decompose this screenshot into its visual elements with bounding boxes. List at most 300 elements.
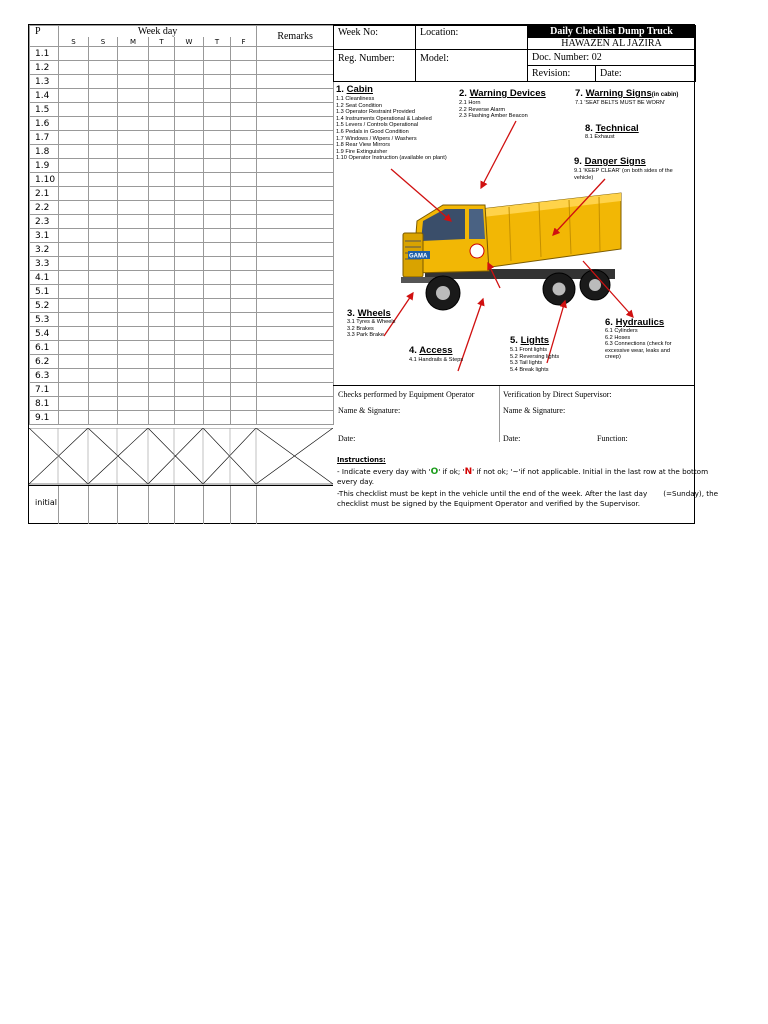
day-check-cell[interactable] bbox=[149, 187, 175, 201]
day-check-cell[interactable] bbox=[89, 131, 118, 145]
remarks-cell[interactable] bbox=[257, 271, 334, 285]
day-check-cell[interactable] bbox=[175, 257, 204, 271]
day-check-cell[interactable] bbox=[59, 201, 89, 215]
day-header: W bbox=[175, 37, 204, 47]
day-check-cell[interactable] bbox=[118, 61, 149, 75]
day-check-cell[interactable] bbox=[89, 61, 118, 75]
day-check-cell[interactable] bbox=[89, 285, 118, 299]
day-check-cell[interactable] bbox=[231, 89, 257, 103]
day-header: S bbox=[59, 37, 89, 47]
item-number: 4.1 bbox=[30, 271, 59, 285]
check-item: 3.2 Brakes bbox=[347, 325, 374, 332]
day-check-cell[interactable] bbox=[175, 173, 204, 187]
day-check-cell[interactable] bbox=[231, 285, 257, 299]
day-check-cell[interactable] bbox=[118, 243, 149, 257]
day-check-cell[interactable] bbox=[59, 215, 89, 229]
remarks-cell[interactable] bbox=[257, 159, 334, 173]
remarks-cell[interactable] bbox=[257, 75, 334, 89]
check-item: 3.3 Park Brake bbox=[347, 332, 384, 339]
remarks-cell[interactable] bbox=[257, 131, 334, 145]
day-check-cell[interactable] bbox=[175, 229, 204, 243]
check-item: vehicle) bbox=[574, 174, 594, 181]
remarks-cell[interactable] bbox=[257, 187, 334, 201]
checklist-row bbox=[30, 299, 334, 313]
day-check-cell[interactable] bbox=[149, 271, 175, 285]
day-check-cell[interactable] bbox=[204, 187, 231, 201]
section-hydraulics: 6. Hydraulics 6.1 Cylinders 6.2 Hoses 6.3 Connections (check for excessive wear, leaks and creep) bbox=[605, 317, 672, 361]
instructions-line-1: - Indicate every day with 'O' if ok; 'N' if not ok; '~'if not applicable. Initial in the last row at the bottom bbox=[337, 467, 709, 477]
hydraulics-title: Hydraulics bbox=[615, 317, 665, 328]
remarks-cell[interactable] bbox=[257, 243, 334, 257]
day-check-cell[interactable] bbox=[175, 187, 204, 201]
day-check-cell[interactable] bbox=[89, 341, 118, 355]
item-number: 2.1 bbox=[30, 187, 59, 201]
day-check-cell[interactable] bbox=[149, 355, 175, 369]
day-check-cell[interactable] bbox=[175, 271, 204, 285]
crossed-area bbox=[29, 428, 333, 485]
day-check-cell[interactable] bbox=[231, 397, 257, 411]
check-item: excessive wear, leaks and bbox=[605, 347, 670, 354]
item-number: 1.10 bbox=[30, 173, 59, 187]
day-check-cell[interactable] bbox=[204, 257, 231, 271]
day-check-cell[interactable] bbox=[231, 47, 257, 61]
day-check-cell[interactable] bbox=[231, 159, 257, 173]
day-check-cell[interactable] bbox=[204, 271, 231, 285]
day-check-cell[interactable] bbox=[204, 75, 231, 89]
initial-cell-divider bbox=[230, 486, 231, 524]
day-check-cell[interactable] bbox=[89, 299, 118, 313]
item-number: 1.1 bbox=[30, 47, 59, 61]
day-check-cell[interactable] bbox=[59, 89, 89, 103]
day-check-cell[interactable] bbox=[118, 47, 149, 61]
day-check-cell[interactable] bbox=[89, 117, 118, 131]
day-check-cell[interactable] bbox=[89, 229, 118, 243]
remarks-cell[interactable] bbox=[257, 201, 334, 215]
checklist-row bbox=[30, 117, 334, 131]
remarks-cell[interactable] bbox=[257, 383, 334, 397]
day-check-cell[interactable] bbox=[175, 103, 204, 117]
day-check-cell[interactable] bbox=[204, 61, 231, 75]
day-check-cell[interactable] bbox=[118, 187, 149, 201]
item-number: 2.2 bbox=[30, 201, 59, 215]
day-check-cell[interactable] bbox=[204, 243, 231, 257]
supervisor-function[interactable]: Function: bbox=[597, 434, 628, 443]
day-check-cell[interactable] bbox=[59, 117, 89, 131]
day-check-cell[interactable] bbox=[231, 341, 257, 355]
day-check-cell[interactable] bbox=[231, 173, 257, 187]
day-check-cell[interactable] bbox=[118, 103, 149, 117]
remarks-cell[interactable] bbox=[257, 103, 334, 117]
item-number: 6.1 bbox=[30, 341, 59, 355]
day-check-cell[interactable] bbox=[149, 257, 175, 271]
day-check-cell[interactable] bbox=[204, 159, 231, 173]
date-field[interactable]: Date: bbox=[596, 66, 696, 82]
day-check-cell[interactable] bbox=[89, 313, 118, 327]
day-check-cell[interactable] bbox=[149, 75, 175, 89]
day-check-cell[interactable] bbox=[149, 243, 175, 257]
day-check-cell[interactable] bbox=[175, 201, 204, 215]
day-check-cell[interactable] bbox=[59, 355, 89, 369]
day-check-cell[interactable] bbox=[149, 159, 175, 173]
day-check-cell[interactable] bbox=[59, 243, 89, 257]
day-check-cell[interactable] bbox=[175, 369, 204, 383]
remarks-cell[interactable] bbox=[257, 61, 334, 75]
day-check-cell[interactable] bbox=[89, 47, 118, 61]
day-check-cell[interactable] bbox=[118, 411, 149, 425]
day-check-cell[interactable] bbox=[204, 47, 231, 61]
day-check-cell[interactable] bbox=[59, 383, 89, 397]
day-check-cell[interactable] bbox=[149, 285, 175, 299]
day-check-cell[interactable] bbox=[175, 131, 204, 145]
remarks-cell[interactable] bbox=[257, 229, 334, 243]
company-name: HAWAZEN AL JAZIRA bbox=[528, 38, 696, 50]
day-check-cell[interactable] bbox=[149, 145, 175, 159]
day-check-cell[interactable] bbox=[118, 355, 149, 369]
day-check-cell[interactable] bbox=[149, 173, 175, 187]
day-check-cell[interactable] bbox=[175, 89, 204, 103]
day-check-cell[interactable] bbox=[204, 145, 231, 159]
remarks-cell[interactable] bbox=[257, 257, 334, 271]
day-check-cell[interactable] bbox=[89, 215, 118, 229]
day-check-cell[interactable] bbox=[175, 75, 204, 89]
day-check-cell[interactable] bbox=[89, 173, 118, 187]
day-check-cell[interactable] bbox=[89, 369, 118, 383]
day-check-cell[interactable] bbox=[89, 397, 118, 411]
day-check-cell[interactable] bbox=[59, 397, 89, 411]
day-check-cell[interactable] bbox=[89, 243, 118, 257]
day-check-cell[interactable] bbox=[118, 397, 149, 411]
checklist-row bbox=[30, 103, 334, 117]
operator-date[interactable]: Date: bbox=[338, 434, 356, 443]
day-check-cell[interactable] bbox=[231, 117, 257, 131]
checklist-row bbox=[30, 397, 334, 411]
day-check-cell[interactable] bbox=[118, 341, 149, 355]
revision-field[interactable]: Revision: bbox=[528, 66, 596, 82]
day-check-cell[interactable] bbox=[231, 383, 257, 397]
day-check-cell[interactable] bbox=[231, 75, 257, 89]
day-check-cell[interactable] bbox=[231, 313, 257, 327]
remarks-cell[interactable] bbox=[257, 313, 334, 327]
day-check-cell[interactable] bbox=[231, 215, 257, 229]
check-item: 1.2 Seat Condition bbox=[336, 102, 383, 109]
day-check-cell[interactable] bbox=[59, 47, 89, 61]
week-no-field[interactable]: Week No: bbox=[334, 26, 416, 50]
day-check-cell[interactable] bbox=[118, 173, 149, 187]
checklist-row bbox=[30, 229, 334, 243]
day-check-cell[interactable] bbox=[231, 299, 257, 313]
initial-cell-divider bbox=[148, 486, 149, 524]
day-check-cell[interactable] bbox=[175, 397, 204, 411]
check-item: 4.1 Handrails & Steps bbox=[409, 357, 464, 363]
day-check-cell[interactable] bbox=[204, 355, 231, 369]
day-check-cell[interactable] bbox=[89, 187, 118, 201]
operator-name-signature[interactable]: Name & Signature: bbox=[338, 406, 401, 415]
truck-logo: GAMA bbox=[409, 253, 428, 260]
day-check-cell[interactable] bbox=[204, 131, 231, 145]
day-check-cell[interactable] bbox=[175, 61, 204, 75]
location-field[interactable]: Location: bbox=[416, 26, 528, 50]
reg-number-field[interactable]: Reg. Number: bbox=[334, 50, 416, 82]
ok-mark: O bbox=[430, 467, 439, 477]
day-check-cell[interactable] bbox=[231, 103, 257, 117]
item-number: 1.5 bbox=[30, 103, 59, 117]
item-number: 6.2 bbox=[30, 355, 59, 369]
day-check-cell[interactable] bbox=[231, 257, 257, 271]
check-item: 2.2 Reverse Alarm bbox=[459, 106, 506, 113]
day-check-cell[interactable] bbox=[59, 131, 89, 145]
check-item: 1.7 Windows / Wipers / Washers bbox=[336, 135, 417, 142]
day-check-cell[interactable] bbox=[59, 285, 89, 299]
supervisor-name-signature[interactable]: Name & Signature: bbox=[503, 406, 566, 415]
day-check-cell[interactable] bbox=[149, 61, 175, 75]
day-check-cell[interactable] bbox=[204, 173, 231, 187]
supervisor-date[interactable]: Date: bbox=[503, 434, 521, 443]
day-check-cell[interactable] bbox=[231, 327, 257, 341]
day-check-cell[interactable] bbox=[175, 215, 204, 229]
checklist-row bbox=[30, 341, 334, 355]
day-check-cell[interactable] bbox=[118, 285, 149, 299]
day-check-cell[interactable] bbox=[118, 271, 149, 285]
day-check-cell[interactable] bbox=[175, 411, 204, 425]
day-check-cell[interactable] bbox=[149, 131, 175, 145]
day-check-cell[interactable] bbox=[59, 159, 89, 173]
day-check-cell[interactable] bbox=[59, 61, 89, 75]
day-check-cell[interactable] bbox=[118, 383, 149, 397]
day-check-cell[interactable] bbox=[59, 145, 89, 159]
check-item: 5.1 Front lights bbox=[510, 347, 547, 353]
day-check-cell[interactable] bbox=[149, 299, 175, 313]
remarks-cell[interactable] bbox=[257, 173, 334, 187]
day-check-cell[interactable] bbox=[118, 327, 149, 341]
day-check-cell[interactable] bbox=[89, 159, 118, 173]
day-check-cell[interactable] bbox=[59, 257, 89, 271]
day-check-cell[interactable] bbox=[59, 103, 89, 117]
day-check-cell[interactable] bbox=[231, 271, 257, 285]
item-number: 1.8 bbox=[30, 145, 59, 159]
remarks-cell[interactable] bbox=[257, 47, 334, 61]
check-item: 7.1 'SEAT BELTS MUST BE WORN' bbox=[575, 100, 665, 106]
day-check-cell[interactable] bbox=[118, 89, 149, 103]
instructions-heading: Instructions: bbox=[337, 456, 386, 464]
day-check-cell[interactable] bbox=[204, 103, 231, 117]
day-check-cell[interactable] bbox=[231, 411, 257, 425]
day-check-cell[interactable] bbox=[204, 369, 231, 383]
day-check-cell[interactable] bbox=[59, 327, 89, 341]
check-item: 6.1 Cylinders bbox=[605, 328, 638, 334]
day-check-cell[interactable] bbox=[231, 243, 257, 257]
day-check-cell[interactable] bbox=[59, 299, 89, 313]
day-header: M bbox=[118, 37, 149, 47]
day-check-cell[interactable] bbox=[89, 271, 118, 285]
day-check-cell[interactable] bbox=[204, 341, 231, 355]
day-check-cell[interactable] bbox=[204, 229, 231, 243]
item-number: 1.7 bbox=[30, 131, 59, 145]
section-cabin: 1. Cabin 1.1 Cleanliness 1.2 Seat Condition 1.3 Operator Restraint Provided 1.4 Instruments Operational & Labeled 1.5 Levers / Controls Operational 1.6 Pedals in Good Condition 1.7 Windows / Wipers / Washers 1.8 Rear View Mirrors 1.9 Fire Extinguisher 1.10 Operator Instruction (available on plant) bbox=[336, 84, 447, 162]
day-check-cell[interactable] bbox=[231, 145, 257, 159]
day-check-cell[interactable] bbox=[175, 313, 204, 327]
remarks-cell[interactable] bbox=[257, 355, 334, 369]
day-check-cell[interactable] bbox=[118, 131, 149, 145]
checklist-row bbox=[30, 313, 334, 327]
day-check-cell[interactable] bbox=[59, 341, 89, 355]
day-check-cell[interactable] bbox=[204, 201, 231, 215]
day-check-cell[interactable] bbox=[204, 117, 231, 131]
technical-title: Technical bbox=[595, 123, 639, 134]
day-check-cell[interactable] bbox=[231, 201, 257, 215]
day-check-cell[interactable] bbox=[175, 327, 204, 341]
checklist-row bbox=[30, 89, 334, 103]
item-number: 1.6 bbox=[30, 117, 59, 131]
remarks-cell[interactable] bbox=[257, 145, 334, 159]
day-check-cell[interactable] bbox=[149, 397, 175, 411]
instructions-line-2: every day. bbox=[337, 477, 375, 486]
truck-diagram bbox=[333, 81, 695, 386]
day-check-cell[interactable] bbox=[231, 61, 257, 75]
day-check-cell[interactable] bbox=[118, 145, 149, 159]
day-check-cell[interactable] bbox=[118, 159, 149, 173]
day-check-cell[interactable] bbox=[149, 411, 175, 425]
day-check-cell[interactable] bbox=[59, 313, 89, 327]
remarks-cell[interactable] bbox=[257, 397, 334, 411]
day-check-cell[interactable] bbox=[59, 271, 89, 285]
instructions-line-4: checklist must be signed by the Equipment Operator and verified by the Supervisor. bbox=[337, 499, 641, 508]
check-item: 6.3 Connections (check for bbox=[605, 341, 672, 348]
day-check-cell[interactable] bbox=[59, 369, 89, 383]
day-check-cell[interactable] bbox=[89, 201, 118, 215]
remarks-cell[interactable] bbox=[257, 117, 334, 131]
remarks-cell[interactable] bbox=[257, 89, 334, 103]
daily-check-grid bbox=[29, 25, 333, 523]
remarks-cell[interactable] bbox=[257, 299, 334, 313]
day-check-cell[interactable] bbox=[89, 327, 118, 341]
initial-cell-divider bbox=[256, 486, 257, 524]
day-check-cell[interactable] bbox=[89, 75, 118, 89]
day-check-cell[interactable] bbox=[175, 355, 204, 369]
day-check-cell[interactable] bbox=[175, 47, 204, 61]
remarks-cell[interactable] bbox=[257, 411, 334, 425]
day-check-cell[interactable] bbox=[175, 117, 204, 131]
item-number: 9.1 bbox=[30, 411, 59, 425]
checklist-header bbox=[333, 25, 695, 82]
day-check-cell[interactable] bbox=[231, 131, 257, 145]
checklist-row bbox=[30, 271, 334, 285]
check-item: creep) bbox=[605, 354, 621, 361]
day-check-cell[interactable] bbox=[149, 313, 175, 327]
day-check-cell[interactable] bbox=[175, 383, 204, 397]
day-check-cell[interactable] bbox=[175, 341, 204, 355]
day-check-cell[interactable] bbox=[175, 145, 204, 159]
item-number: 5.2 bbox=[30, 299, 59, 313]
day-check-cell[interactable] bbox=[59, 75, 89, 89]
day-check-cell[interactable] bbox=[175, 159, 204, 173]
check-item: 5.3 Tail lights bbox=[510, 360, 543, 367]
day-check-cell[interactable] bbox=[149, 383, 175, 397]
day-check-cell[interactable] bbox=[175, 299, 204, 313]
day-check-cell[interactable] bbox=[118, 75, 149, 89]
day-check-cell[interactable] bbox=[118, 369, 149, 383]
model-field[interactable]: Model: bbox=[416, 50, 528, 82]
day-check-cell[interactable] bbox=[89, 145, 118, 159]
day-check-cell[interactable] bbox=[149, 201, 175, 215]
day-check-cell[interactable] bbox=[149, 215, 175, 229]
day-header: F bbox=[231, 37, 257, 47]
day-check-cell[interactable] bbox=[231, 187, 257, 201]
day-check-cell[interactable] bbox=[118, 229, 149, 243]
check-item: 1.6 Pedals in Good Condition bbox=[336, 128, 409, 135]
check-item: 5.4 Break lights bbox=[510, 366, 549, 373]
day-check-cell[interactable] bbox=[175, 243, 204, 257]
day-check-cell[interactable] bbox=[118, 299, 149, 313]
day-check-cell[interactable] bbox=[89, 383, 118, 397]
day-check-cell[interactable] bbox=[59, 411, 89, 425]
supervisor-verification-label: Verification by Direct Supervisor: bbox=[503, 390, 612, 399]
day-check-cell[interactable] bbox=[149, 47, 175, 61]
day-check-cell[interactable] bbox=[204, 327, 231, 341]
section-warning-signs: 7. Warning Signs(in cabin) 7.1 'SEAT BELTS MUST BE WORN' bbox=[575, 88, 679, 106]
day-check-cell[interactable] bbox=[175, 285, 204, 299]
day-check-cell[interactable] bbox=[149, 89, 175, 103]
remarks-cell[interactable] bbox=[257, 285, 334, 299]
day-check-cell[interactable] bbox=[149, 103, 175, 117]
day-check-cell[interactable] bbox=[118, 257, 149, 271]
day-check-cell[interactable] bbox=[149, 229, 175, 243]
remarks-cell[interactable] bbox=[257, 341, 334, 355]
day-check-cell[interactable] bbox=[204, 285, 231, 299]
check-item: 1.10 Operator Instruction (available on plant) bbox=[336, 155, 447, 162]
day-check-cell[interactable] bbox=[204, 411, 231, 425]
check-item: 2.1 Horn bbox=[459, 100, 481, 106]
remarks-cell[interactable] bbox=[257, 327, 334, 341]
day-check-cell[interactable] bbox=[149, 327, 175, 341]
day-check-cell[interactable] bbox=[59, 229, 89, 243]
weekday-header: Week day bbox=[59, 26, 257, 38]
day-check-cell[interactable] bbox=[204, 383, 231, 397]
day-check-cell[interactable] bbox=[231, 355, 257, 369]
day-check-cell[interactable] bbox=[89, 257, 118, 271]
day-check-cell[interactable] bbox=[118, 201, 149, 215]
initial-cell-divider bbox=[203, 486, 204, 524]
day-check-cell[interactable] bbox=[149, 117, 175, 131]
day-check-cell[interactable] bbox=[118, 313, 149, 327]
day-check-cell[interactable] bbox=[204, 397, 231, 411]
checklist-row bbox=[30, 61, 334, 75]
item-number: 2.3 bbox=[30, 215, 59, 229]
day-check-cell[interactable] bbox=[231, 229, 257, 243]
day-check-cell[interactable] bbox=[59, 173, 89, 187]
remarks-cell[interactable] bbox=[257, 369, 334, 383]
day-check-cell[interactable] bbox=[204, 313, 231, 327]
day-check-cell[interactable] bbox=[231, 369, 257, 383]
day-check-cell[interactable] bbox=[118, 215, 149, 229]
checklist-row bbox=[30, 243, 334, 257]
day-check-cell[interactable] bbox=[204, 215, 231, 229]
checklist-row bbox=[30, 355, 334, 369]
day-check-cell[interactable] bbox=[89, 103, 118, 117]
day-check-cell[interactable] bbox=[59, 187, 89, 201]
day-check-cell[interactable] bbox=[118, 117, 149, 131]
day-check-cell[interactable] bbox=[204, 89, 231, 103]
remarks-cell[interactable] bbox=[257, 215, 334, 229]
item-number: 3.1 bbox=[30, 229, 59, 243]
day-check-cell[interactable] bbox=[89, 411, 118, 425]
day-check-cell[interactable] bbox=[204, 299, 231, 313]
day-check-cell[interactable] bbox=[89, 89, 118, 103]
day-check-cell[interactable] bbox=[149, 341, 175, 355]
day-check-cell[interactable] bbox=[89, 355, 118, 369]
item-number: 1.9 bbox=[30, 159, 59, 173]
day-check-cell[interactable] bbox=[149, 369, 175, 383]
check-item: 1.1 Cleanliness bbox=[336, 96, 375, 102]
